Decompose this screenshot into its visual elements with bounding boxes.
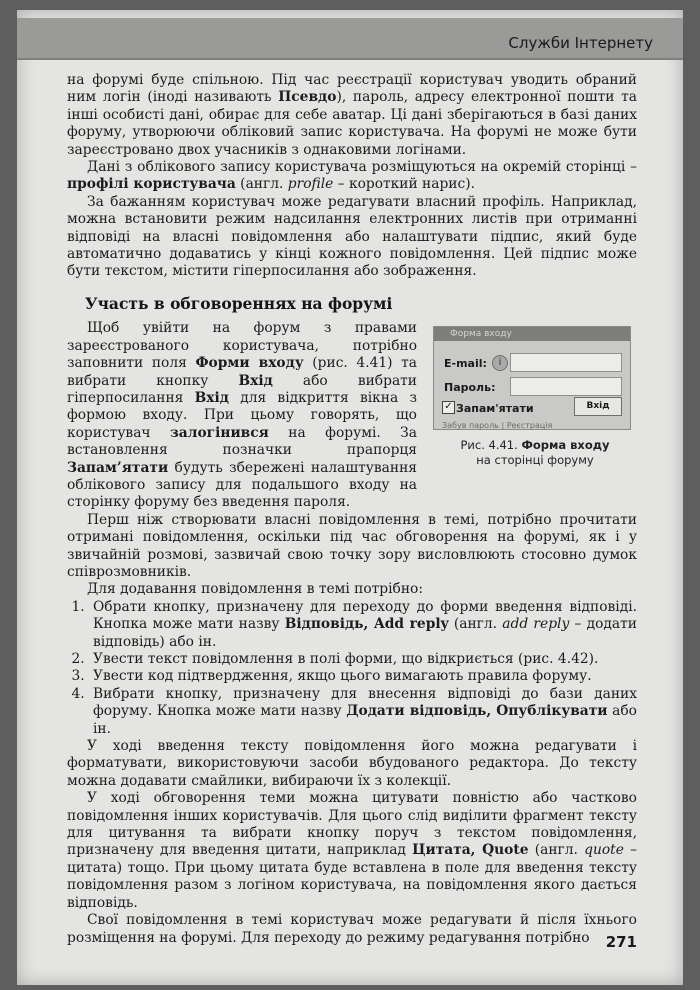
register-link[interactable]: Реєстрація <box>506 421 553 431</box>
form-links: Забув пароль | Реєстрація <box>442 421 553 431</box>
float-text <box>67 320 417 511</box>
password-field[interactable] <box>510 377 622 396</box>
figure-4-41 <box>433 326 637 468</box>
paragraph: У ході введення тексту повідомлення його можна редагувати і форматувати, використовуючи засоби вбудованого редактора. До тексту можна додавати смайлики, вибираючи їх з колекції. <box>67 738 637 789</box>
page-number: 271 <box>605 933 637 951</box>
login-form-title: Форма входу <box>434 327 630 341</box>
info-icon: i <box>492 355 508 371</box>
paragraph: У ході обговорення теми можна цитувати повністю або частково повідомлення інших користувачів. Для цього слід виділити фрагмент тексту для цитування та вибрати кнопку поруч з текстом повідомлення, призначену для введення цитати, наприклад Цитата, Quote (англ. quote – цитата) тощо. При цьому цитата буде вставлена в поле для введення тексту повідомлення разом з логіном користувача, на повідомлення якого дається відповідь. <box>67 790 637 911</box>
steps-list <box>67 599 637 738</box>
text-with-figure <box>67 320 637 511</box>
running-header <box>17 18 683 60</box>
list-item: 1. Обрати кнопку, призначену для переходу до форми введення відповіді. Кнопка може мати назву Відповідь, Add reply (англ. add reply – додати відповідь) або ін. <box>89 599 637 651</box>
section-heading: Участь в обговореннях на форумі <box>85 293 393 313</box>
password-label: Пароль: <box>444 381 496 395</box>
email-label: E-mail: <box>444 357 487 371</box>
login-form-screenshot <box>433 326 631 430</box>
remember-checkbox[interactable]: ✓ <box>442 401 455 414</box>
figure-caption: Рис. 4.41. Форма входу на сторінці форуму <box>460 438 610 468</box>
paragraph: на форумі буде спільною. Під час реєстрації користувач уводить обраний ним логін (іноді називають Псевдо), пароль, адресу електронної пошти та інші особисті дані, обирає для себе аватар. Ці дані зберігаються в базі даних форуму, утворюючи обліковий запис користувача. На форумі не може бути зареєстровано двох учасників з однаковими логінами. <box>67 72 637 158</box>
email-field[interactable] <box>510 353 622 372</box>
paragraph: Перш ніж створювати власні повідомлення в темі, потрібно прочитати отримані повідомлення, оскільки під час обговорення на форумі, як і у звичайній розмові, зазвичай свою точку зору висловлюють стосовно думок співрозмовників. <box>67 511 637 580</box>
paragraph: Дані з облікового запису користувача розміщуються на окремій сторінці – профілі користувача (англ. profile – короткий нарис). <box>67 159 637 193</box>
running-header-title: Служби Інтернету <box>508 34 653 52</box>
remember-label: Запам'ятати <box>456 402 534 416</box>
paragraph: Щоб увійти на форум з правами зареєстрованого користувача, потрібно заповнити поля Форми входу (рис. 4.41) та вибрати кнопку Вхід або вибрати гіперпосилання Вхід для відкриття вікна з формою входу. При цьому говорять, що користувач залогінився на форумі. За встановлення позначки прапорця Запам’ятати будуть збережені налаштування облікового запису для подальшого входу на сторінку форуму без введення пароля. <box>67 320 417 511</box>
book-page <box>17 10 683 985</box>
forgot-password-link[interactable]: Забув пароль <box>442 421 499 431</box>
paragraph: Для додавання повідомлення в темі потрібно: <box>87 581 424 598</box>
list-item: 4. Вибрати кнопку, призначену для внесення відповіді до бази даних форуму. Кнопка може мати назву Додати відповідь, Опублікувати або ін. <box>89 686 637 738</box>
login-button[interactable]: Вхід <box>574 397 622 416</box>
paragraph: За бажанням користувач може редагувати власний профіль. Наприклад, можна встановити режим надсилання електронних листів при отриманні відповіді на власні повідомлення або налаштувати підпис, який буде автоматично додаватись у кінці кожного повідомлення. Цей підпис може бути текстом, містити гіперпосилання або зображення. <box>67 193 637 280</box>
list-item: 3. Увести код підтвердження, якщо цього вимагають правила форуму. <box>89 668 637 685</box>
list-item: 2. Увести текст повідомлення в полі форми, що відкриється (рис. 4.42). <box>89 651 637 668</box>
page-body <box>67 72 637 947</box>
paragraph: Свої повідомлення в темі користувач може редагувати й після їхнього розміщення на форумі. Для переходу до режиму редагування потрібно <box>67 912 637 946</box>
